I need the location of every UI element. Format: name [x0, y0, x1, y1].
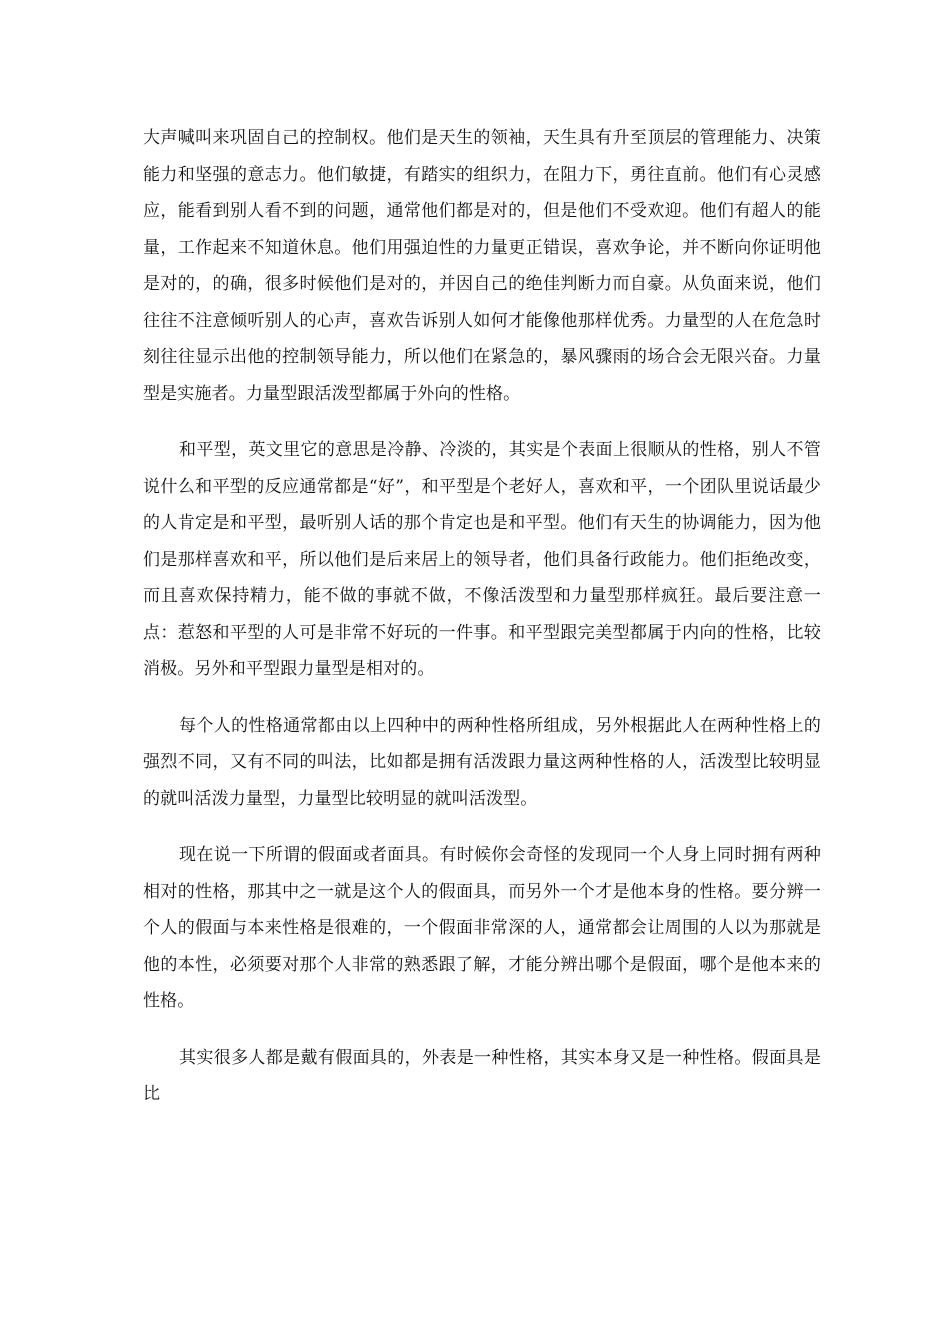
paragraph-4: 现在说一下所谓的假面或者面具。有时候你会奇怪的发现同一个人身上同时拥有两种相对的性格，那其中之一就是这个人的假面具，而另外一个才是他本身的性格。要分辨一个人的假面与本来性格是很难的，一个假面非常深的人，通常都会让周围的人以为那就是他的本性，必须要对那个人非常的熟悉跟了解，才能分辨出哪个是假面，哪个是他本来的性格。 [143, 845, 821, 1011]
document-page [143, 120, 821, 1133]
paragraph-3: 每个人的性格通常都由以上四种中的两种性格所组成，另外根据此人在两种性格上的强烈不同，又有不同的叫法，比如都是拥有活泼跟力量这两种性格的人，活泼型比较明显的就叫活泼力量型，力量型比较明显的就叫活泼型。 [143, 715, 821, 809]
paragraph-2: 和平型，英文里它的意思是冷静、冷淡的，其实是个表面上很顺从的性格，别人不管说什么和平型的反应通常都是“好”，和平型是个老好人，喜欢和平，一个团队里说话最少的人肯定是和平型，最听别人话的那个肯定也是和平型。他们有天生的协调能力，因为他们是那样喜欢和平，所以他们是后来居上的领导者，他们具备行政能力。他们拒绝改变，而且喜欢保持精力，能不做的事就不做，不像活泼型和力量型那样疯狂。最后要注意一点：惹怒和平型的人可是非常不好玩的一件事。和平型跟完美型都属于内向的性格，比较消极。另外和平型跟力量型是相对的。 [143, 440, 821, 679]
paragraph-1: 大声喊叫来巩固自己的控制权。他们是天生的领袖，天生具有升至顶层的管理能力、决策能力和坚强的意志力。他们敏捷，有踏实的组织力，在阻力下，勇往直前。他们有心灵感应，能看到别人看不到的问题，通常他们都是对的，但是他们不受欢迎。他们有超人的能量，工作起来不知道休息。他们用强迫性的力量更正错误，喜欢争论，并不断向你证明他是对的，的确，很多时候他们是对的，并因自己的绝佳判断力而自豪。从负面来说，他们往往不注意倾听别人的心声，喜欢告诉别人如何才能像他那样优秀。力量型的人在危急时刻往往显示出他的控制领导能力，所以他们在紧急的，暴风骤雨的场合会无限兴奋。力量型是实施者。力量型跟活泼型都属于外向的性格。 [143, 128, 821, 404]
paragraph-5: 其实很多人都是戴有假面具的，外表是一种性格，其实本身又是一种性格。假面具是比 [143, 1047, 821, 1104]
